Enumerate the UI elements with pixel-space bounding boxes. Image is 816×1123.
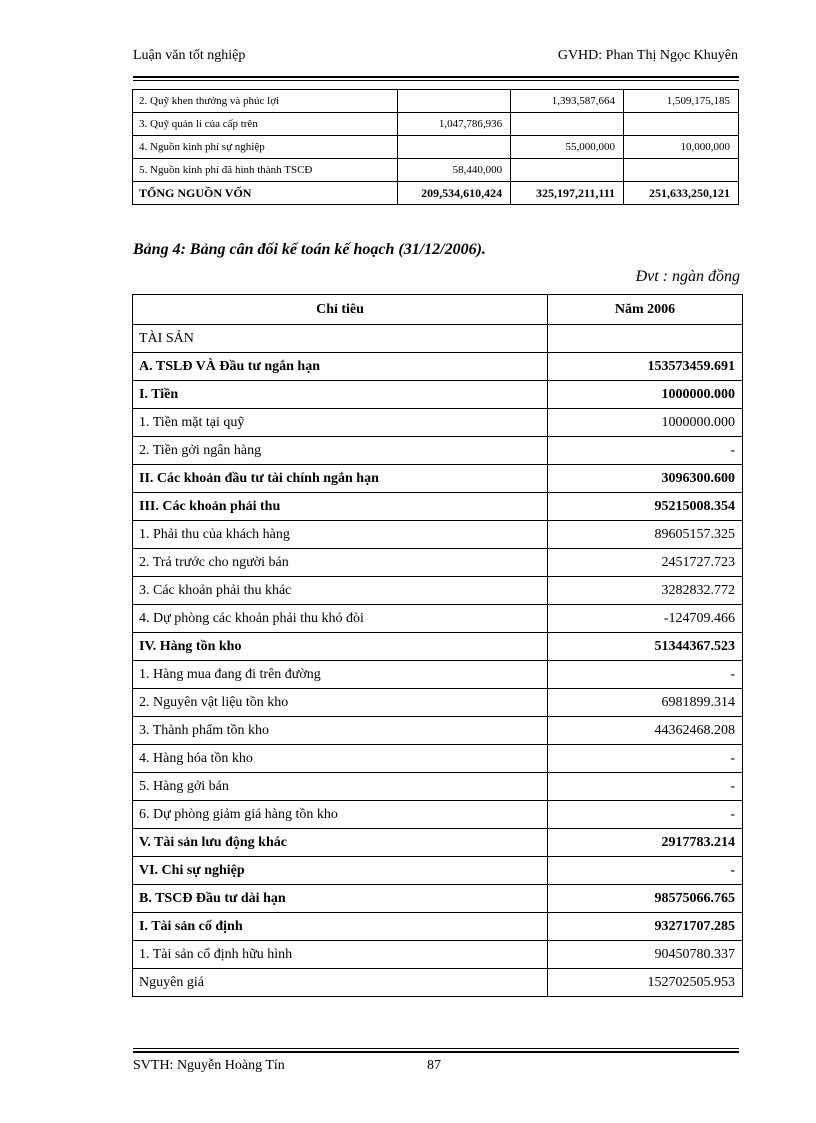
table-row: [133, 969, 743, 997]
row-label: IV. Hàng tồn kho: [133, 633, 548, 661]
value-col-1: 1,047,786,936: [398, 113, 511, 136]
row-value: 153573459.691: [548, 353, 743, 381]
table-row: [133, 689, 743, 717]
value-col-3: 10,000,000: [624, 136, 739, 159]
row-label: 3. Quỹ quản lí của cấp trên: [133, 113, 398, 136]
row-value: -: [548, 857, 743, 885]
value-col-2: 55,000,000: [511, 136, 624, 159]
row-label: II. Các khoản đầu tư tài chính ngắn hạn: [133, 465, 548, 493]
row-label: 5. Hàng gởi bán: [133, 773, 548, 801]
row-label: 4. Dự phòng các khoản phải thu khó đòi: [133, 605, 548, 633]
column-header-indicator: Chỉ tiêu: [133, 295, 548, 325]
row-label: Nguyên giá: [133, 969, 548, 997]
table-caption: Bảng 4: Bảng cân đối kế toán kế hoạch (31/12/2006).: [133, 241, 486, 258]
row-label: 6. Dự phòng giảm giá hàng tồn kho: [133, 801, 548, 829]
row-label: B. TSCĐ Đầu tư dài hạn: [133, 885, 548, 913]
table-row: [133, 941, 743, 969]
unit-label: Đvt : ngàn đồng: [635, 268, 740, 285]
row-value: 3282832.772: [548, 577, 743, 605]
row-label: 2. Trả trước cho người bán: [133, 549, 548, 577]
row-label: I. Tiền: [133, 381, 548, 409]
row-value: 6981899.314: [548, 689, 743, 717]
footer-author: SVTH: Nguyễn Hoàng Tín: [133, 1058, 285, 1073]
table-row: [133, 437, 743, 465]
row-label: 1. Tài sản cố định hữu hình: [133, 941, 548, 969]
table-row: [133, 577, 743, 605]
header-rule-thick: [133, 76, 739, 78]
row-label: 1. Tiền mặt tại quỹ: [133, 409, 548, 437]
row-label: I. Tài sản cố định: [133, 913, 548, 941]
table-row: [133, 633, 743, 661]
row-value: 93271707.285: [548, 913, 743, 941]
total-row: [133, 182, 739, 205]
row-value: 1000000.000: [548, 381, 743, 409]
value-col-1: [398, 90, 511, 113]
table-row: [133, 493, 743, 521]
row-label: 2. Quỹ khen thưởng và phúc lợi: [133, 90, 398, 113]
value-col-3: 1,509,175,185: [624, 90, 739, 113]
value-col-1: 209,534,610,424: [398, 182, 511, 205]
page-number: 87: [427, 1058, 441, 1073]
row-label: TỔNG NGUỒN VỐN: [133, 182, 398, 205]
value-col-1: 58,440,000: [398, 159, 511, 182]
table-row: [133, 773, 743, 801]
value-col-2: 1,393,587,664: [511, 90, 624, 113]
table-row: [133, 353, 743, 381]
row-value: -: [548, 773, 743, 801]
table-row: [133, 113, 739, 136]
value-col-2: [511, 113, 624, 136]
row-label: III. Các khoản phải thu: [133, 493, 548, 521]
row-label: 5. Nguồn kinh phí đã hình thành TSCĐ: [133, 159, 398, 182]
table-row: [133, 159, 739, 182]
row-value: -124709.466: [548, 605, 743, 633]
row-label: 1. Phải thu của khách hàng: [133, 521, 548, 549]
row-value: 1000000.000: [548, 409, 743, 437]
table-row: [133, 745, 743, 773]
value-col-3: 251,633,250,121: [624, 182, 739, 205]
header-rule-thin: [133, 80, 739, 81]
table-row: [133, 885, 743, 913]
table-row: [133, 465, 743, 493]
header-left: Luận văn tốt nghiệp: [133, 48, 246, 63]
row-value: 95215008.354: [548, 493, 743, 521]
row-label: 3. Thành phẩm tồn kho: [133, 717, 548, 745]
table-row: [133, 325, 743, 353]
table-row: [133, 136, 739, 159]
table-row: [133, 409, 743, 437]
row-value: 89605157.325: [548, 521, 743, 549]
table-row: [133, 717, 743, 745]
row-label: 1. Hàng mua đang đi trên đường: [133, 661, 548, 689]
value-col-2: 325,197,211,111: [511, 182, 624, 205]
table-row: [133, 381, 743, 409]
table-row: [133, 90, 739, 113]
table-row: [133, 913, 743, 941]
table-row: [133, 521, 743, 549]
table-row: [133, 661, 743, 689]
row-value: 3096300.600: [548, 465, 743, 493]
header-right: GVHD: Phan Thị Ngọc Khuyên: [557, 48, 738, 63]
table-row: [133, 829, 743, 857]
row-value: -: [548, 661, 743, 689]
row-value: -: [548, 745, 743, 773]
table-row: [133, 605, 743, 633]
row-value: 152702505.953: [548, 969, 743, 997]
footer-rule-thick: [133, 1051, 739, 1053]
row-value: 51344367.523: [548, 633, 743, 661]
row-label: TÀI SẢN: [133, 325, 548, 353]
row-label: A. TSLĐ VÀ Đầu tư ngắn hạn: [133, 353, 548, 381]
row-label: 2. Nguyên vật liệu tồn kho: [133, 689, 548, 717]
row-label: 4. Hàng hóa tồn kho: [133, 745, 548, 773]
row-value: 90450780.337: [548, 941, 743, 969]
value-col-1: [398, 136, 511, 159]
row-label: V. Tài sản lưu động khác: [133, 829, 548, 857]
table-row: [133, 549, 743, 577]
table-row: [133, 801, 743, 829]
row-value: [548, 325, 743, 353]
value-col-3: [624, 159, 739, 182]
table-header-row: [133, 295, 743, 325]
row-value: 44362468.208: [548, 717, 743, 745]
capital-sources-table: [132, 89, 739, 205]
row-value: 98575066.765: [548, 885, 743, 913]
footer-rule-thin: [133, 1048, 739, 1049]
row-value: -: [548, 801, 743, 829]
value-col-3: [624, 113, 739, 136]
value-col-2: [511, 159, 624, 182]
row-value: -: [548, 437, 743, 465]
column-header-year: Năm 2006: [548, 295, 743, 325]
row-label: 3. Các khoản phải thu khác: [133, 577, 548, 605]
row-value: 2451727.723: [548, 549, 743, 577]
table-row: [133, 857, 743, 885]
row-label: 2. Tiền gởi ngân hàng: [133, 437, 548, 465]
row-label: VI. Chi sự nghiệp: [133, 857, 548, 885]
balance-sheet-table: [132, 294, 743, 997]
row-value: 2917783.214: [548, 829, 743, 857]
row-label: 4. Nguồn kinh phí sự nghiệp: [133, 136, 398, 159]
